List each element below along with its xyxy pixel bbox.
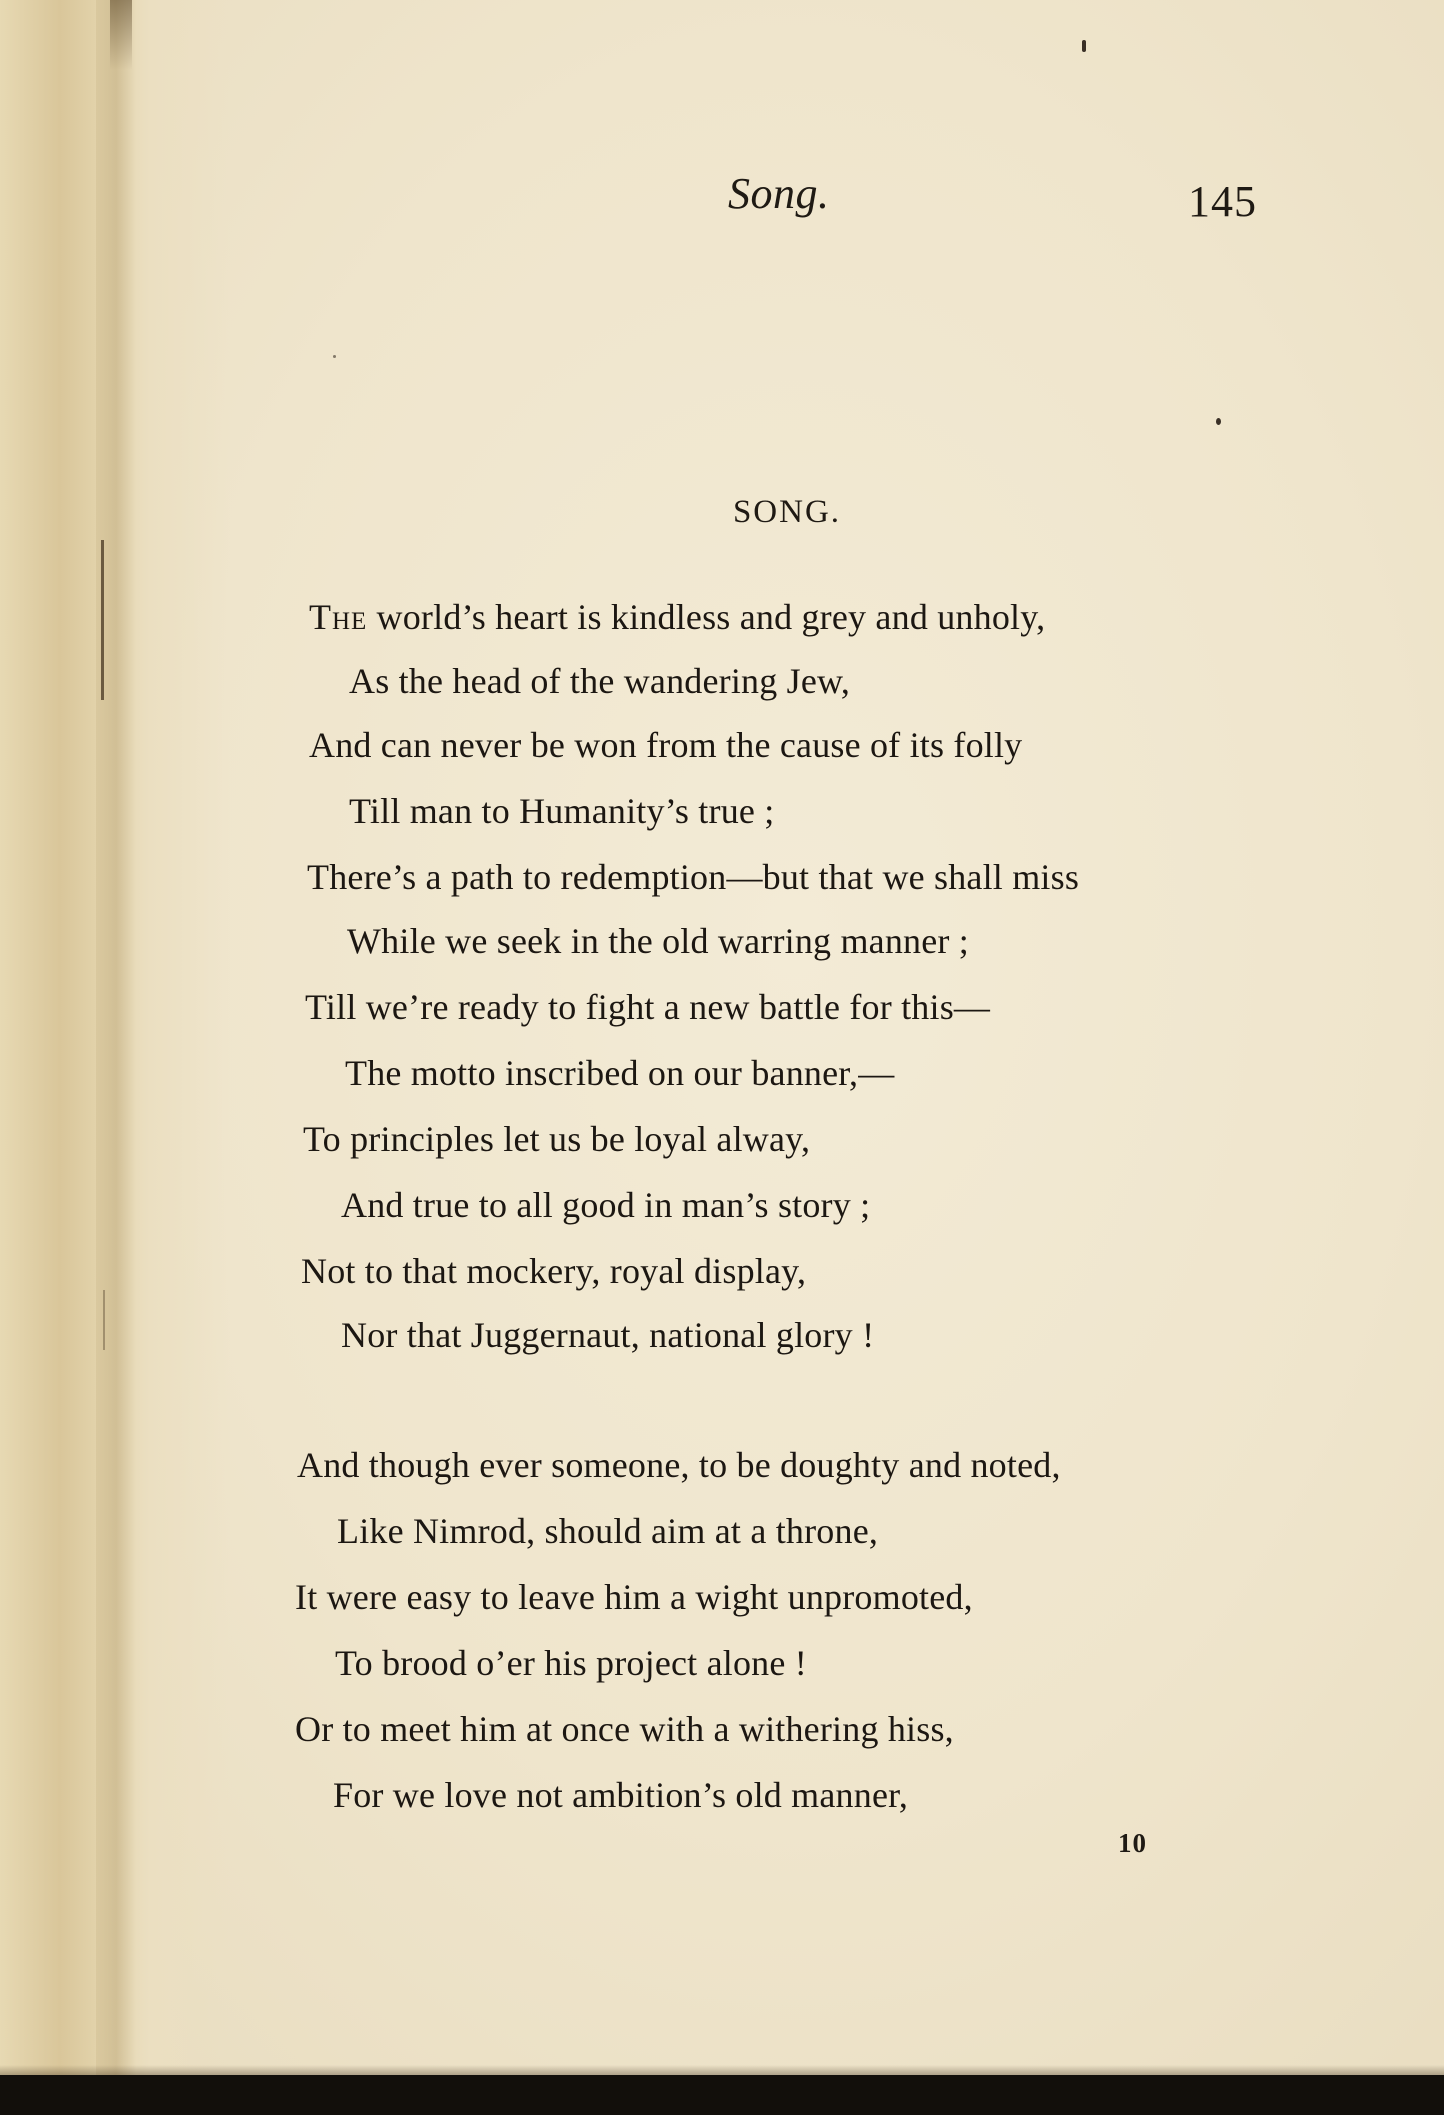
poem-line: Or to meet him at once with a withering hiss, bbox=[295, 1709, 954, 1749]
poem-line: Like Nimrod, should aim at a throne, bbox=[337, 1511, 879, 1551]
poem-line: And can never be won from the cause of its folly bbox=[309, 725, 1023, 765]
poem-line: As the head of the wandering Jew, bbox=[349, 661, 851, 701]
poem-line: And true to all good in man’s story ; bbox=[341, 1185, 871, 1225]
ink-speck bbox=[1082, 40, 1086, 52]
show-through-text bbox=[440, 260, 1340, 446]
poem-title: SONG. bbox=[732, 494, 842, 530]
drop-word: The bbox=[309, 597, 368, 637]
running-head bbox=[0, 168, 1444, 228]
running-head-title: Song. bbox=[728, 169, 830, 218]
poem-line: Nor that Juggernaut, national glory ! bbox=[341, 1315, 875, 1355]
page-number: 145 bbox=[1188, 177, 1257, 226]
ink-speck bbox=[333, 355, 336, 358]
signature-mark: 10 bbox=[1118, 1828, 1147, 1858]
ink-speck bbox=[1216, 418, 1221, 425]
poem-line: For we love not ambition’s old manner, bbox=[333, 1775, 909, 1815]
poem-line: It were easy to leave him a wight unpromoted, bbox=[295, 1577, 973, 1617]
gutter-mark bbox=[103, 1290, 105, 1350]
gutter-mark bbox=[101, 540, 104, 700]
line-text: world’s heart is kindless and grey and unholy, bbox=[367, 597, 1046, 637]
poem-line: And though ever someone, to be doughty and noted, bbox=[297, 1445, 1061, 1485]
binding-shadow bbox=[110, 0, 132, 70]
poem-line: To principles let us be loyal alway, bbox=[303, 1119, 811, 1159]
poem-line: While we seek in the old warring manner ; bbox=[347, 921, 969, 961]
poem-line: Till we’re ready to fight a new battle for this— bbox=[305, 987, 991, 1027]
gutter-shadow bbox=[96, 0, 136, 2075]
poem-line: Till man to Humanity’s true ; bbox=[349, 791, 775, 831]
poem-line bbox=[309, 596, 1045, 638]
poem-line: To brood o’er his project alone ! bbox=[335, 1643, 807, 1683]
poem-line: Not to that mockery, royal display, bbox=[301, 1251, 807, 1291]
poem-line: There’s a path to redemption—but that we shall miss bbox=[307, 857, 1080, 897]
poem-line: The motto inscribed on our banner,— bbox=[345, 1053, 895, 1093]
scan-bottom-edge bbox=[0, 2075, 1444, 2115]
